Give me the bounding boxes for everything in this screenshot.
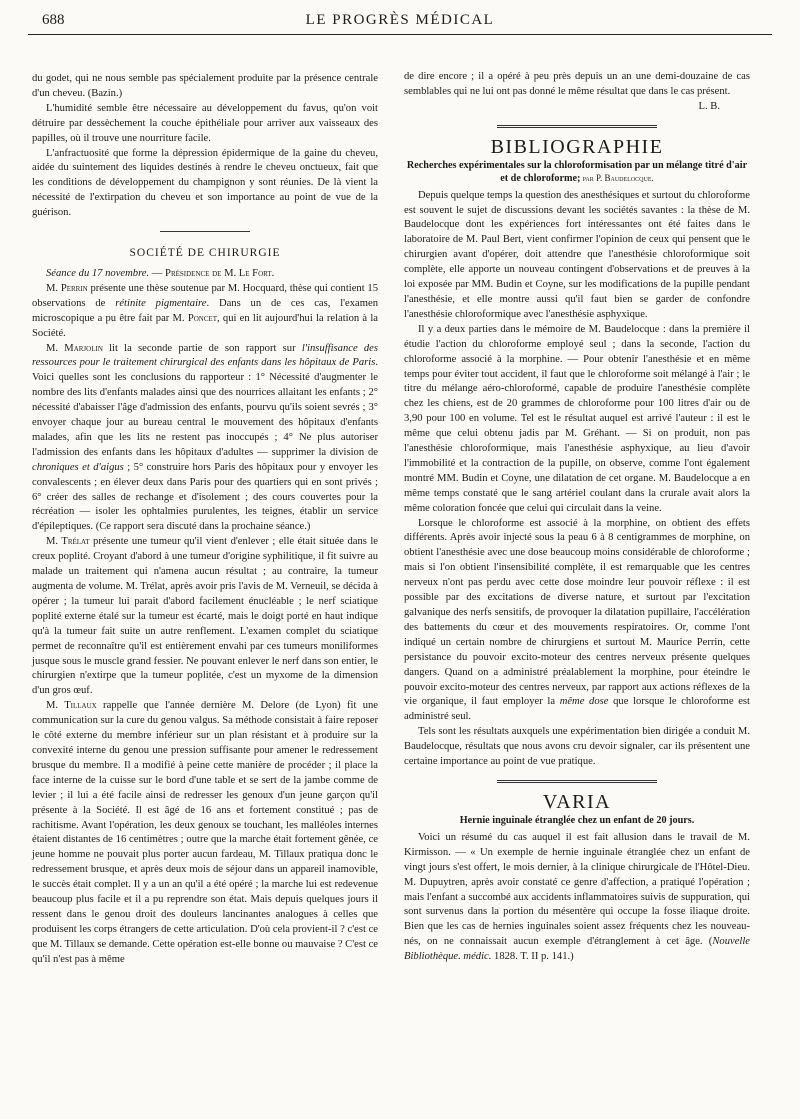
varia-heading: Hernie inguinale étranglée chez un enfant de 20 jours. [459,814,695,826]
paragraph-trelat [32,535,378,699]
text: lit la seconde partie de son rapport sur [102,342,302,354]
speaker-name: M. Perrin [46,282,88,294]
text: présente une thèse soutenue par M. Hocquard, thèse qui contient 15 observations de [32,282,379,309]
section-title-bibliographie: BIBLIOGRAPHIE [490,135,664,158]
section-title-varia: VARIA [542,790,612,813]
paragraph: du godet, qui ne nous semble pas spécialement produite par la présence centrale d'un cheveu. (Bazin.) [32,73,378,99]
italic-text: chroniques et d'aigus [32,461,124,473]
speaker-name: M. Trélat [46,536,90,548]
review-author: par P. Baudelocque. [580,172,654,183]
person-name: Poncet [187,312,218,324]
text: que lorsque le chloroforme est administré seul. [404,696,750,723]
text: rappelle que l'année dernière M. Delore (de Lyon) fit une communication sur la cure du genou valgus. Sa méthode consistait à faire reposer le côté externe du membre inférieur sur un plan résistant et à produire sur la convexité interne du genou une pression suffisante pour amener le redressement brusque du membre. Il a modifié à peine cette manière de procéder ; il place la face interne de la cuisse sur le bord d'une table et se sert de la jambe comme de levier ; il lui a été facile ainsi de redresser les genoux d'un jeune garçon qu'il présente à la Société. Il est âgé de 16 ans et fortement constitué ; pas de rachitisme. Avant l'opération, les deux genoux se touchant, les malléoles internes étaient distantes de 16 centimètres ; outre que la marche était fortement gênée, ce jeune homme ne pouvait plus porter aucun fardeau, M. Tillaux pratiqua donc le redressement brusque, et après deux mois de séjour dans un appareil inamovible, le succès était complet. Il y a un an qu'il a été opéré ; la marche lui est redevenue beaucoup plus facile et il a pu reprendre son état. Mais depuis quelques jours il ressent dans le genou droit des douleurs lancinantes analogues à celles que produisent les corps étrangers de cette articulation. D'où cela provient-il ? c'est ce que M. Tillaux se demande. Cette opération est-elle bonne ou mauvaise ? C'est ce qu'il n'est pas à même [32,700,378,965]
text: Lorsque le chloroforme est associé à la morphine, on obtient des effets différents. Après avoir injecté sous la peau 6 à 8 centigrammes de morphine, on obtient l'anesthésie avec une dose beaucoup moins considérable de chloroforme ; mais si l'on obtient l'insensibilité complète, il est remarquable que les centres nerveux n'ont pas perdu avec cette dose moindre leur pouvoir réflexe : il est possible par des excitations de diverse nature, et surtout par l'excitation galvanique des nerfs sensitifs, de provoquer la dilatation pupillaire, l'accélération des battements du cœur et des mouvements respiratoires. Or, comme l'ont indiqué un certain nombre de chirurgiens et surtout M. Maurice Perrin, cette persistance du pouvoir excito-moteur des centres nerveux présente quelques dangers. Quand on a administré préalablement la morphine, pour éteindre le pouvoir excito-moteur des centres nerveux, par rapport aux actions réflexes de la vie organique, il faut employer la [404,517,750,708]
speaker-name: M. Marjolin [46,342,103,354]
signature-line [404,100,750,115]
citation: Nouvelle Bibliothèque. médic. [404,936,750,963]
text: ; 5° construire hors Paris des hôpitaux pour y envoyer les convalescents ; en élever deux dans Paris pour des quartiers qui en sont privés ; 6° créer des salles de rechange et d'isolement ; des cours couvertes pour la récréation — isoler les ophtalmies purulentes, les teignes, établir un service d'épileptiques. (Ce rapport sera discuté dans la prochaine séance.) [32,461,378,533]
paragraph-marjolin [32,342,378,536]
text: , qui en lit aujourd'hui la relation à la Société. [32,312,378,339]
paragraph: Tels sont les résultats auxquels une expérimentation bien dirigée a conduit M. Baudelocque, résultats que nous avons cru devoir signaler, car ils présentent une certaine importance au point de vue pratique. [404,726,750,768]
paragraph: Depuis quelque temps la question des anesthésiques et surtout du chloroforme est souvent le sujet de discussions devant les sociétés savantes : la thèse de M. Baudelocque dont les expériences fort intéressantes ont été faites dans le laboratoire de M. Paul Bert, vient confirmer l'opinion de ceux qui pensent que le chirurgien avant d'opérer, doit attendre que l'anesthésie chloroformique soit complète, elle apporte un nouveau contingent d'observations et de preuves à la loi exposée par MM. Budin et Coyne, sur les modifications de la pupille pendant l'anesthésie, et elle montre aussi qu'il faut bien se garder de confondre l'anesthésie chloroformique avec l'anesthésie asphyxique. [404,189,750,320]
right-column [404,70,750,965]
paragraph: L'anfractuosité que forme la dépression épidermique de la gaine du cheveu, aidée du suintement des liquides destinés à rendre le cheveu onctueux, fait que les conditions de développement du champignon y sont réunies. De là vient la nécessité de l'extirpation du cheveu et son importance au point de vue de la guérison. [32,147,378,219]
page-header [28,8,772,35]
section-title: SOCIÉTÉ DE CHIRURGIE [129,247,281,260]
text: présente une tumeur qu'il vient d'enlever ; elle était située dans le creux poplité. Croyant d'abord à une tumeur d'origine syphilitique, il fit suivre au malade un traitement qui n'amena aucun résultat ; au contraire, la tumeur augmenta de volume. M. Trélat, après avoir pris l'avis de M. Verneuil, se décida à opérer ; la tumeur lui parait d'abord facilement énucléable ; le nerf sciatique poplité externe étalé sur la tumeur est écarté, mais le doigt porté en haut indique qu'à la tumeur fait suite un autre renflement. L'examen complet du sciatique permet de reconnaître qu'il est entièrement envahi par ces tumeurs moniliformes jusque sous le muscle grand fessier. Ne pouvant enlever le nerf dans son entier, le chirurgien n'extirpe que la tumeur poplitée, c'est un myxome de la dimension d'un gros œuf. [32,536,378,697]
paragraph: Il y a deux parties dans le mémoire de M. Baudelocque : dans la première il étudie l'action du chloroforme employé seul ; dans la seconde, l'action du chloroforme associé à la morphine. — Pour obtenir l'anesthésie et en même temps pour éviter tout accident, il faut que le chloroforme soit mélangé à l'air ; le titre du mélange aéro-chloroformé, capable de produire l'anesthésie complète chez les chiens, est de 20 grammes de chloroforme pour 100 litres d'air ou de 3,90 pour 100 en volume. Tel est le résultat auquel est arrivé l'auteur : il est le même que celui obtenu jadis par M. Gréhant. — Si on produit, non pas l'anesthésie chloroformique, mais l'anesthésie asphyxique, au lieu d'avoir l'immobilité et la contraction de la pupille, on observe, comme l'ont également montré MM. Budin et Coyne, une dilatation de cet organe. M. Baudelocque a en même temps constaté que le sang artériel coulant dans la crurale avait alors la même coloration foncée que celui qui circulait dans la veine. [404,323,750,514]
paragraph: de dire encore ; il a opéré à peu près depuis un an une demi-douzaine de cas semblables qui ne lui ont pas donné le même résultat que dans le cas présent. [404,71,750,97]
text: 1828. T. II p. 141.) [491,951,574,963]
seance-label: Séance du 17 novembre. [46,267,150,279]
left-column [32,72,378,968]
text: Voici un résumé du cas auquel il est fait allusion dans le travail de M. Kirmisson. — « Un exemple de hernie inguinale étranglée chez un enfant de vingt jours s'est offert, le mois dernier, à la clinique chirurgicale de l'Hôtel-Dieu. M. Dupuytren, après avoir constaté ce genre d'affection, a pratiqué l'opération ; mais l'enfant a succombé aux accidents inflammatoires suivis de suppuration, qui sont survenus dans la portion du mésentère qui occupe la fosse iliaque droite. Bien que les cas de hernies inguinales soient assez fréquents chez les nouveau-nés, on ne connaissait aucun exemple d'étranglement à cet âge. ( [404,831,750,948]
section-divider [497,125,657,128]
italic-text: rétinite pigmentaire [115,297,207,309]
section-divider [160,231,250,232]
italic-text: même dose [559,696,609,708]
paragraph-perrin [32,282,378,342]
review-title: Recherches expérimentales sur la chloroformisation par un mélange titré d'air et de chloroforme; [406,159,748,184]
seance-presidence: — Présidence de M. Le Fort. [149,267,275,279]
seance-line [32,267,378,282]
paragraph: L'humidité semble être nécessaire au développement du favus, qu'on voit détruire par dessèchement la couche épithéliale pour arriver aux vaisseaux des papilles, où il trouve une nourriture facile. [32,102,378,144]
signature: L. B. [698,100,720,112]
speaker-name: M. Tillaux [46,700,97,712]
section-divider [497,780,657,783]
text: . Dans un de ces cas, l'examen microscopique a pu être fait par M. [32,297,378,324]
paragraph [404,831,750,965]
page-number: 688 [42,12,65,28]
review-heading [404,159,750,185]
italic-text: l'insuffisance des ressources pour le traitement chirurgical des enfants dans les hôpitaux de Paris [32,342,378,369]
paragraph [404,517,750,726]
running-title: LE PROGRÈS MÉDICAL [305,12,495,28]
text: . Voici quelles sont les conclusions du rapporteur : 1° Nécessité d'augmenter le nombre des lits d'enfants malades ainsi que des nourrices allaitant les enfants ; 2° nécessité d'abaisser l'âge d'admission des enfants, pourvu qu'ils soient sevrés ; 3° envoyer chaque jour au bureau central le mouvement des hôpitaux d'enfants malades, afin que les lits ne restent pas inoccupés ; 4° Ne plus autoriser l'admission des enfants dans les hôpitaux d'adultes — supprimer la division de [32,357,378,458]
paragraph-tillaux [32,699,378,967]
